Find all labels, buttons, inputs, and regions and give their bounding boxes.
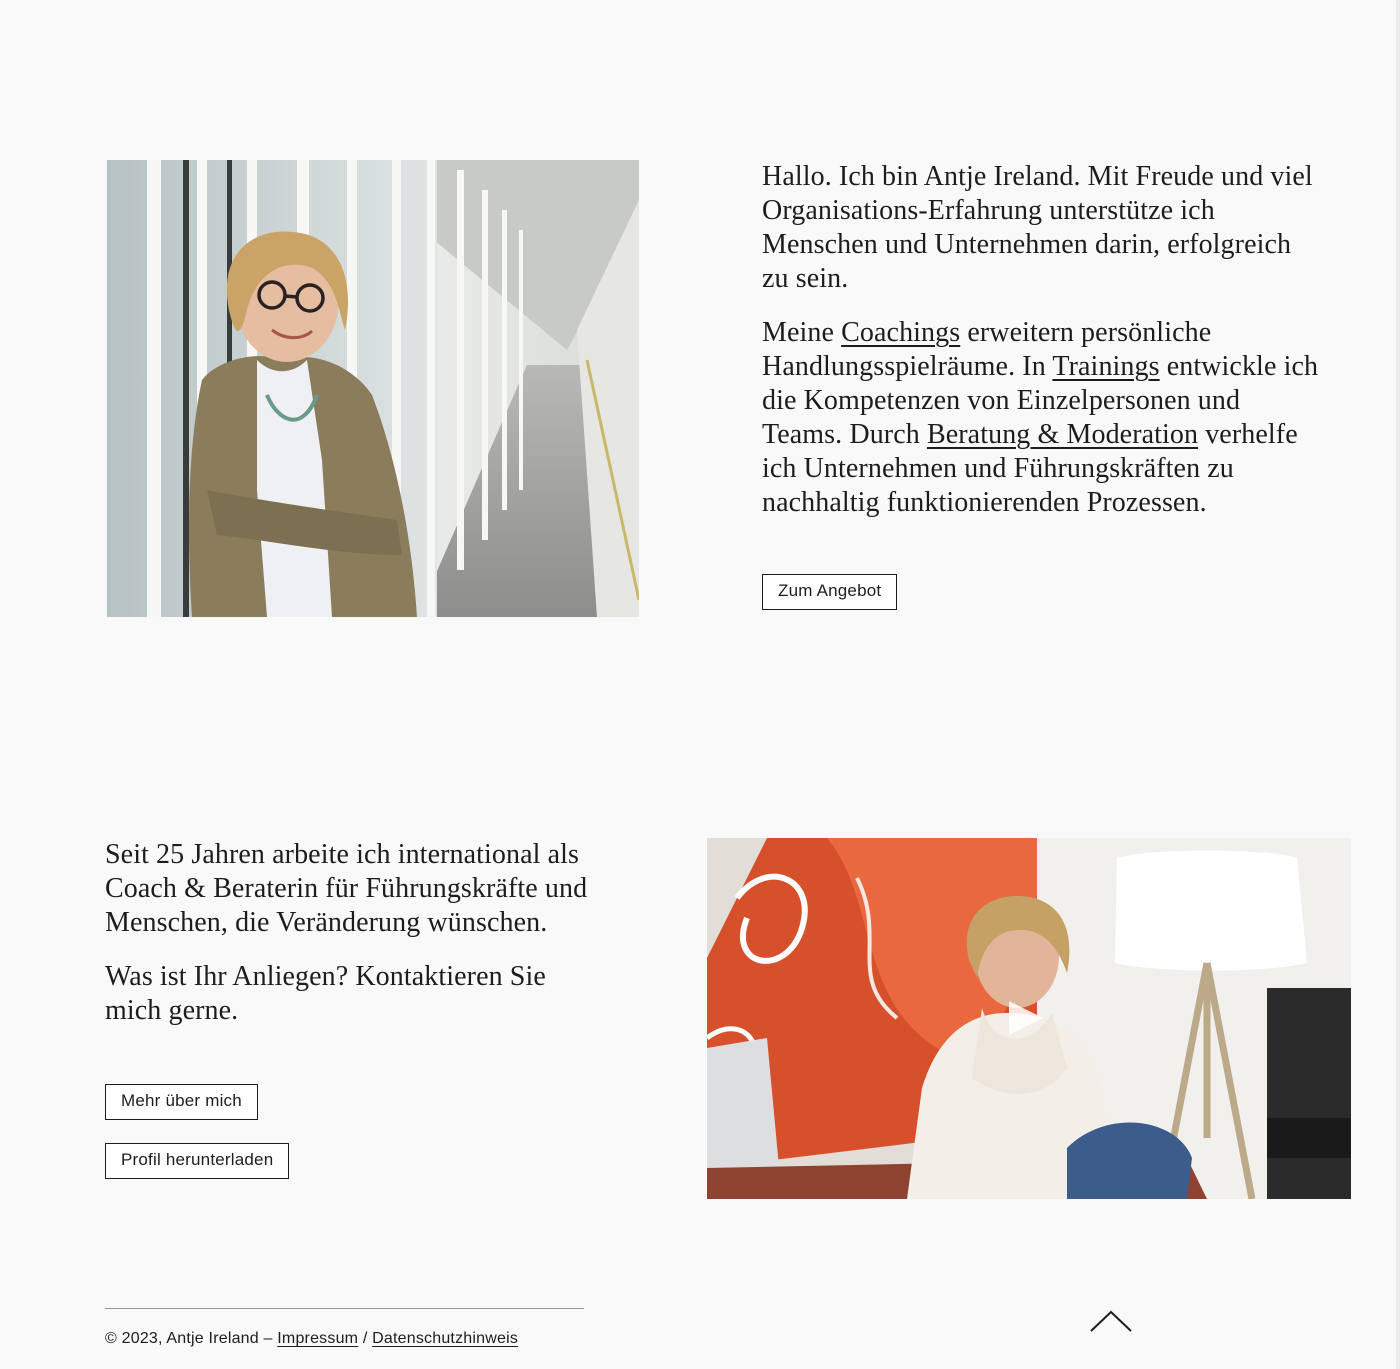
intro-paragraph-1: Hallo. Ich bin Antje Ireland. Mit Freude und viel Organisations-Erfahrung unterstütze ich Menschen und Unternehmen darin, erfolgreich zu sein. (762, 161, 1313, 294)
intro-text (762, 160, 1322, 540)
back-to-top-button[interactable] (1088, 1308, 1134, 1334)
portrait-photo-illustration (107, 160, 639, 617)
intro-p2-text-b: erweitern persönliche Handlungsspielräume. In (762, 317, 1212, 382)
about-paragraph-1: Seit 25 Jahren arbeite ich international als Coach & Beraterin für Führungskräfte und Menschen, die Veränderung wünschen. (105, 839, 588, 938)
trainings-link[interactable]: Trainings (1052, 351, 1160, 382)
chevron-up-icon (1088, 1308, 1134, 1334)
about-text (105, 838, 595, 1048)
intro-p2-text-a: Meine (762, 317, 842, 348)
scrollbar[interactable] (1396, 0, 1400, 1369)
footer-separator: / (358, 1330, 373, 1347)
video-player[interactable] (707, 838, 1351, 1199)
intro-p2-text-d: verhelfe ich Unternehmen und Führungskräften zu nachhaltig funktionierenden Prozessen. (762, 419, 1298, 518)
portrait-photo (107, 160, 639, 617)
about-paragraph-2: Was ist Ihr Anliegen? Kontaktieren Sie mich gerne. (105, 961, 546, 1026)
footer-divider (105, 1308, 584, 1309)
intro-paragraph-2 (762, 316, 1322, 520)
footer (105, 1330, 518, 1348)
copyright-text: © 2023, Antje Ireland – (105, 1330, 278, 1347)
video-thumbnail (707, 838, 1351, 1199)
privacy-link[interactable]: Datenschutzhinweis (372, 1330, 519, 1347)
beratung-moderation-link[interactable]: Beratung & Moderation (926, 419, 1199, 450)
intro-p2-text-c: entwickle ich die Kompetenzen von Einzelpersonen und Teams. Durch (762, 351, 1319, 450)
about-me-button[interactable]: Mehr über mich (105, 1084, 258, 1120)
offer-button[interactable]: Zum Angebot (762, 574, 897, 610)
download-profile-button[interactable]: Profil herunterladen (105, 1143, 289, 1179)
coachings-link[interactable]: Coachings (841, 317, 961, 348)
impressum-link[interactable]: Impressum (277, 1330, 359, 1347)
